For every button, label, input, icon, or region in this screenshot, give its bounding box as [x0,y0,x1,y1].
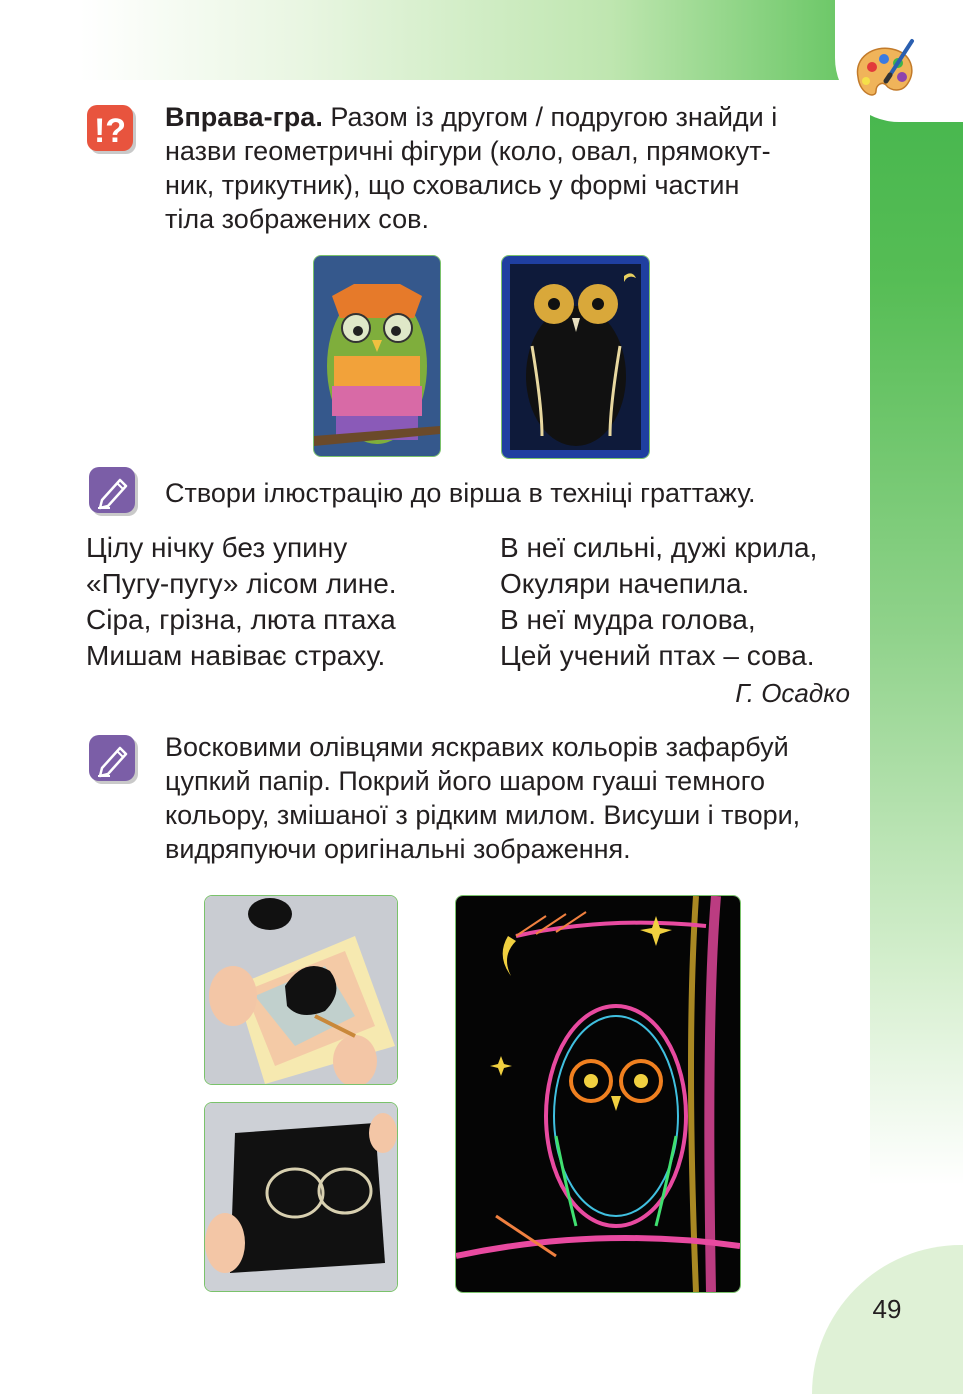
svg-text:!?: !? [93,112,127,150]
pencil-icon [88,466,140,518]
photo-painting-paper [204,895,398,1085]
poem-left-column [86,530,486,674]
task2-text: Створи ілюстрацію до вірша в техніці граттажу. [165,478,756,508]
poem-line: Цей учений птах – сова. [500,640,815,671]
scratch-art-owl [455,895,741,1293]
pencil-icon [88,734,140,786]
poem-line: «Пугу-пугу» лісом лине. [86,568,397,599]
poem-line: Мишам навіває страху. [86,640,386,671]
page-number: 49 [872,1294,902,1324]
task1-text: Вправа-гра. Разом із другом / подругою знайди і назви геометричні фігури (коло, овал, прямокут- ник, трикутник), що сховались у формі частин тіла зображених сов. [165,102,778,234]
poem-line: Сіра, грізна, люта птаха [86,604,396,635]
owl-painting-colorful [313,255,441,457]
task1-label: Вправа-гра. [165,102,323,132]
header-gradient-band [80,0,963,80]
owl-painting-dark [501,255,650,459]
poem-right-column [500,530,860,674]
poem-author: Г. Осадко [735,678,850,708]
palette-icon [850,35,920,105]
poem-line: Цілу нічку без упину [86,532,348,563]
task3-text: Восковими олівцями яскравих кольорів зафарбуй цупкий папір. Покрий його шаром гуаші темного кольору, змішаної з рідким милом. Висуши і твори, видряпуючи оригінальні зображення. [165,732,801,864]
side-color-strip [870,0,963,1394]
quiz-icon [86,104,138,156]
poem-line: В неї сильні, дужі крила, [500,532,818,563]
photo-scratch-paper [204,1102,398,1292]
poem-line: В неї мудра голова, [500,604,756,635]
poem-line: Окуляри начепила. [500,568,750,599]
